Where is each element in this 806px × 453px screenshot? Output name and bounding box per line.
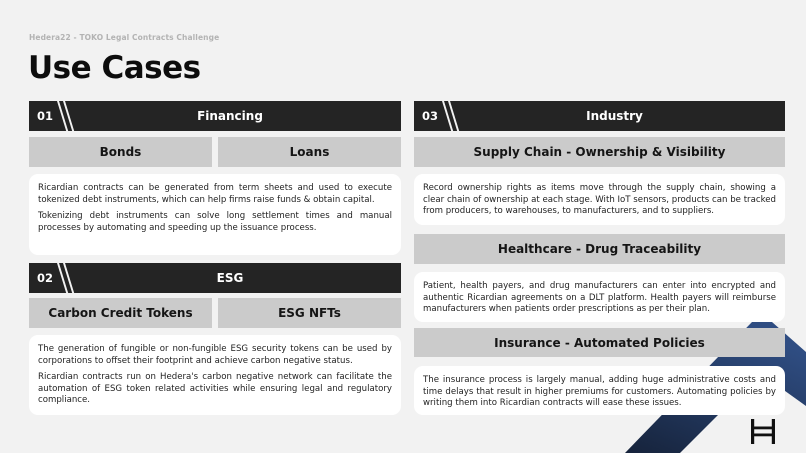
section-title: Industry: [586, 109, 643, 123]
esg-description-card: [29, 335, 401, 415]
presentation-subtitle: Hedera22 - TOKO Legal Contracts Challenge: [29, 33, 220, 42]
section-header-esg: [29, 263, 401, 293]
subheader-esg-nfts: ESG NFTs: [218, 298, 401, 328]
paragraph: Ricardian contracts run on Hedera's carbon negative network can facilitate the automation of ESG token related activities while ensuring legal and regulatory compliance.: [38, 372, 392, 406]
section-number: 01: [37, 109, 54, 123]
page-title: Use Cases: [28, 50, 201, 86]
subheader-loans: Loans: [218, 137, 401, 167]
hedera-logo-icon: [751, 419, 775, 444]
subheader-bonds: Bonds: [29, 137, 212, 167]
insurance-description-card: [414, 366, 785, 415]
paragraph: Ricardian contracts can be generated from term sheets and used to execute tokenized debt instruments, which can help firms raise funds & obtain capital.: [38, 183, 392, 205]
section-title: ESG: [216, 271, 244, 285]
subheader-healthcare: Healthcare - Drug Traceability: [414, 234, 785, 264]
subheader-supply-chain: Supply Chain - Ownership & Visibility: [414, 137, 785, 167]
section-number: 02: [37, 271, 54, 285]
paragraph: Patient, health payers, and drug manufacturers can enter into encrypted and authentic Ricardian agreements on a DLT platform. Health payers will reimburse manufacturers when patients order prescriptions as per their plan.: [423, 281, 776, 315]
supply-chain-description-card: [414, 174, 785, 225]
section-header-industry: [414, 101, 785, 131]
paragraph: Record ownership rights as items move through the supply chain, showing a clear chain of ownership at each stage. With IoT sensors, products can be tracked from producers, to warehouses, to manufacturers, and to suppliers.: [423, 183, 776, 217]
subheader-carbon-credit-tokens: Carbon Credit Tokens: [29, 298, 212, 328]
paragraph: Tokenizing debt instruments can solve long settlement times and manual processes by automating and speeding up the issuance process.: [38, 211, 392, 233]
section-number: 03: [422, 109, 439, 123]
financing-description-card: [29, 174, 401, 255]
section-title: Financing: [197, 109, 263, 123]
section-header-financing: [29, 101, 401, 131]
paragraph: The generation of fungible or non-fungible ESG security tokens can be used by corporations to offset their footprint and achieve carbon negative status.: [38, 344, 392, 366]
paragraph: The insurance process is largely manual, adding huge administrative costs and time delays that result in higher premiums for customers. Automating policies by writing them into Ricardian contracts will ease these issues.: [423, 375, 776, 409]
healthcare-description-card: [414, 272, 785, 322]
subheader-insurance: Insurance - Automated Policies: [414, 328, 785, 357]
